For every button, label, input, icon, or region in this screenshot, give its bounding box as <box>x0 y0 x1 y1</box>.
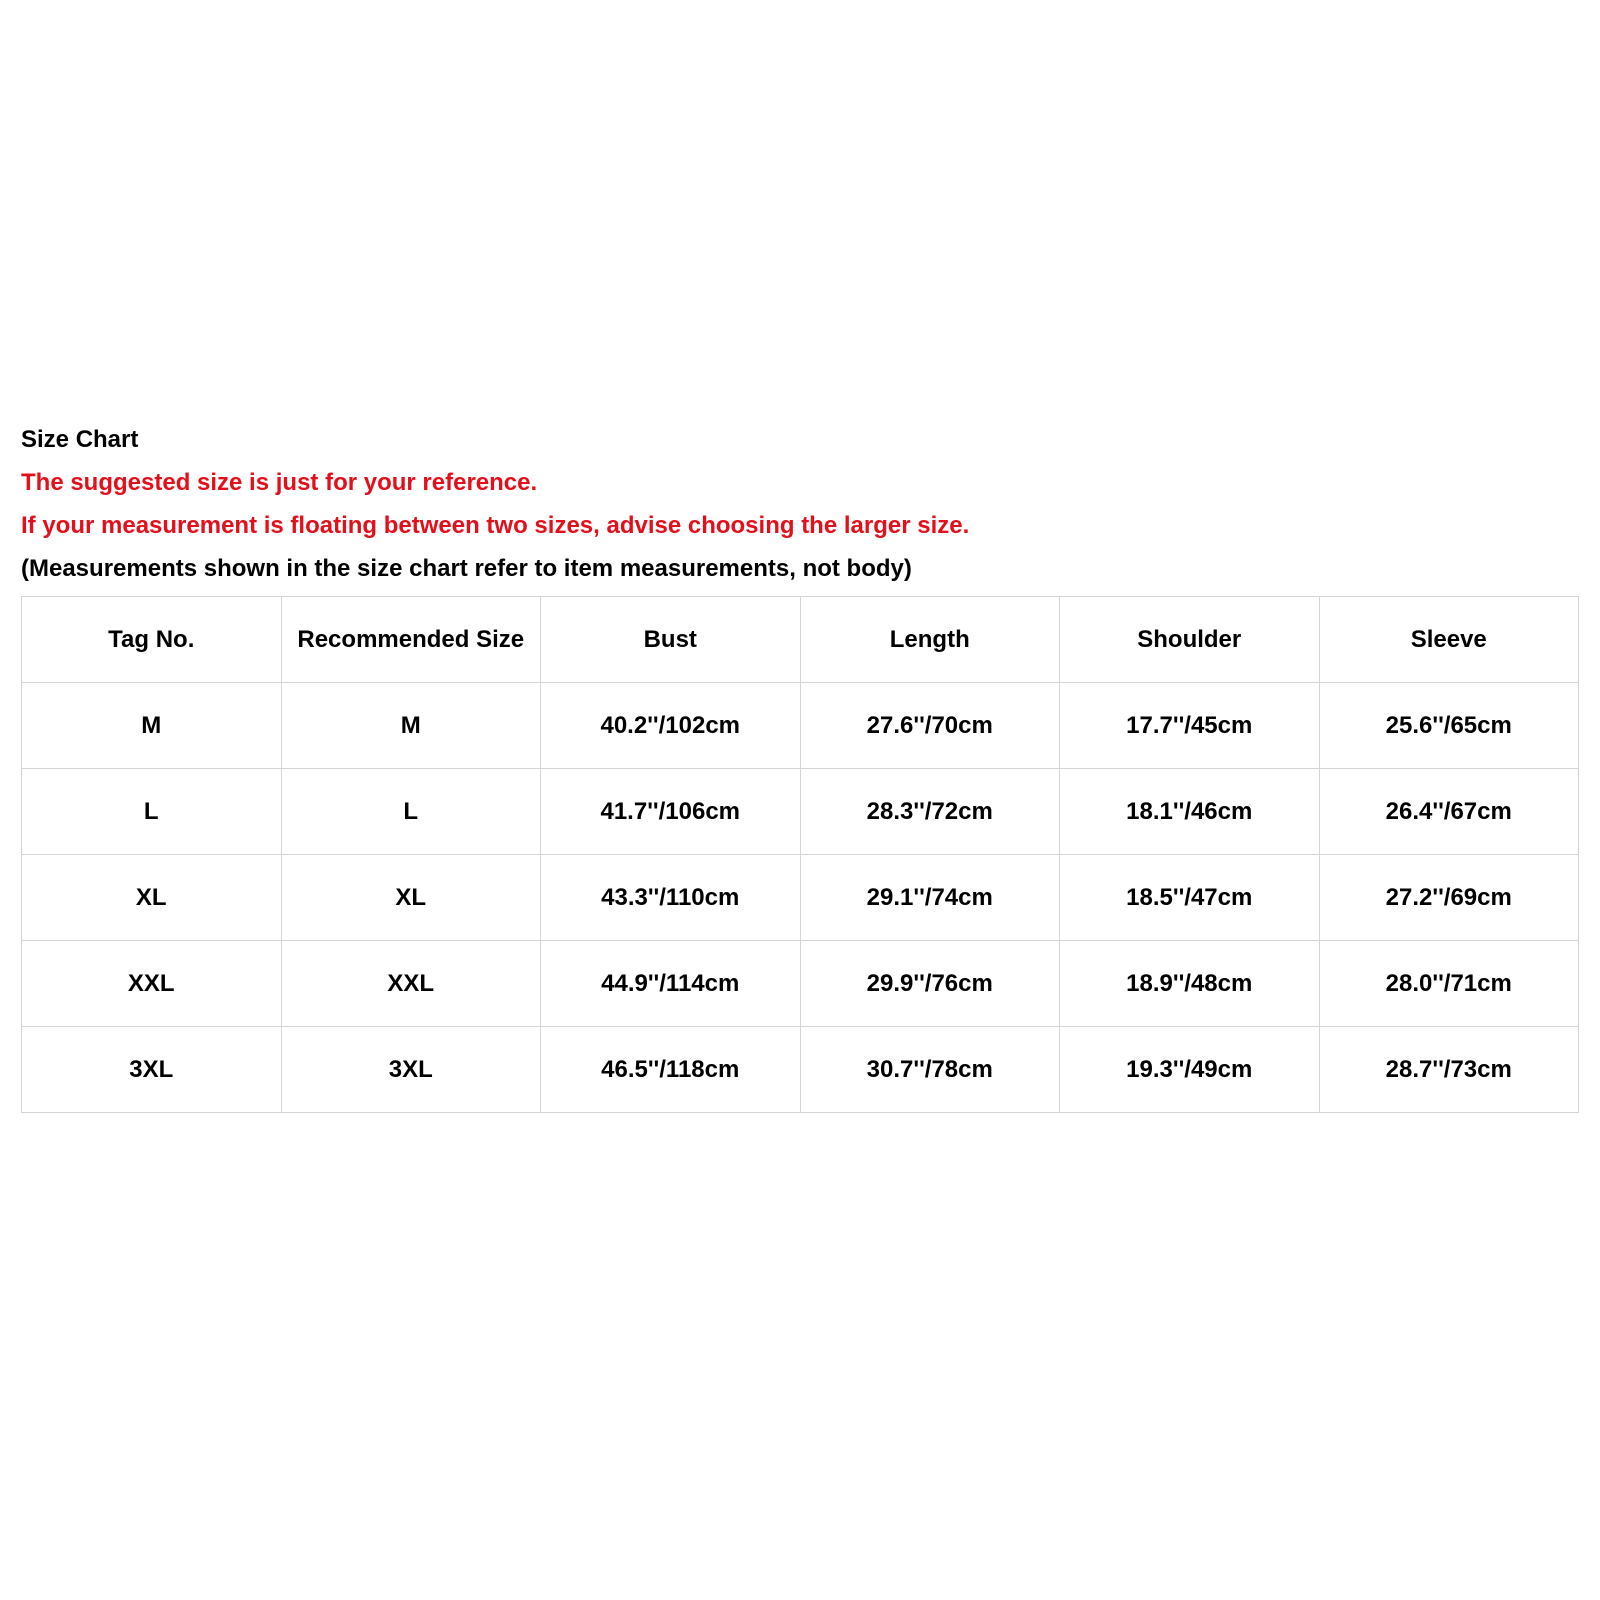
cell-length: 27.6''/70cm <box>800 683 1060 769</box>
cell-tag-no: M <box>22 683 282 769</box>
cell-recommended-size: M <box>281 683 541 769</box>
reference-note: The suggested size is just for your reference. <box>21 469 538 496</box>
table-row <box>22 683 1579 769</box>
cell-length: 29.9''/76cm <box>800 941 1060 1027</box>
cell-shoulder: 18.5''/47cm <box>1060 855 1320 941</box>
cell-length: 29.1''/74cm <box>800 855 1060 941</box>
cell-bust: 44.9''/114cm <box>541 941 801 1027</box>
cell-tag-no: 3XL <box>22 1027 282 1113</box>
size-table <box>21 596 1579 1113</box>
cell-sleeve: 28.7''/73cm <box>1319 1027 1579 1113</box>
cell-tag-no: XL <box>22 855 282 941</box>
cell-recommended-size: XXL <box>281 941 541 1027</box>
cell-bust: 41.7''/106cm <box>541 769 801 855</box>
table-row <box>22 1027 1579 1113</box>
size-chart-document <box>21 418 1579 1113</box>
cell-sleeve: 28.0''/71cm <box>1319 941 1579 1027</box>
sizing-advice-note: If your measurement is floating between two sizes, advise choosing the larger size. <box>21 512 970 539</box>
cell-recommended-size: 3XL <box>281 1027 541 1113</box>
cell-bust: 46.5''/118cm <box>541 1027 801 1113</box>
header-recommended-size: Recommended Size <box>281 597 541 683</box>
cell-shoulder: 17.7''/45cm <box>1060 683 1320 769</box>
cell-length: 28.3''/72cm <box>800 769 1060 855</box>
cell-sleeve: 27.2''/69cm <box>1319 855 1579 941</box>
header-length: Length <box>800 597 1060 683</box>
cell-length: 30.7''/78cm <box>800 1027 1060 1113</box>
cell-shoulder: 18.9''/48cm <box>1060 941 1320 1027</box>
measurement-disclaimer: (Measurements shown in the size chart refer to item measurements, not body) <box>21 555 912 582</box>
cell-shoulder: 18.1''/46cm <box>1060 769 1320 855</box>
header-shoulder: Shoulder <box>1060 597 1320 683</box>
cell-recommended-size: XL <box>281 855 541 941</box>
header-bust: Bust <box>541 597 801 683</box>
table-row <box>22 855 1579 941</box>
cell-bust: 43.3''/110cm <box>541 855 801 941</box>
header-sleeve: Sleeve <box>1319 597 1579 683</box>
cell-shoulder: 19.3''/49cm <box>1060 1027 1320 1113</box>
cell-sleeve: 25.6''/65cm <box>1319 683 1579 769</box>
cell-recommended-size: L <box>281 769 541 855</box>
size-chart-title: Size Chart <box>21 426 139 453</box>
table-header-row <box>22 597 1579 683</box>
cell-tag-no: XXL <box>22 941 282 1027</box>
table-row <box>22 941 1579 1027</box>
cell-tag-no: L <box>22 769 282 855</box>
cell-sleeve: 26.4''/67cm <box>1319 769 1579 855</box>
cell-bust: 40.2''/102cm <box>541 683 801 769</box>
header-tag-no: Tag No. <box>22 597 282 683</box>
table-row <box>22 769 1579 855</box>
